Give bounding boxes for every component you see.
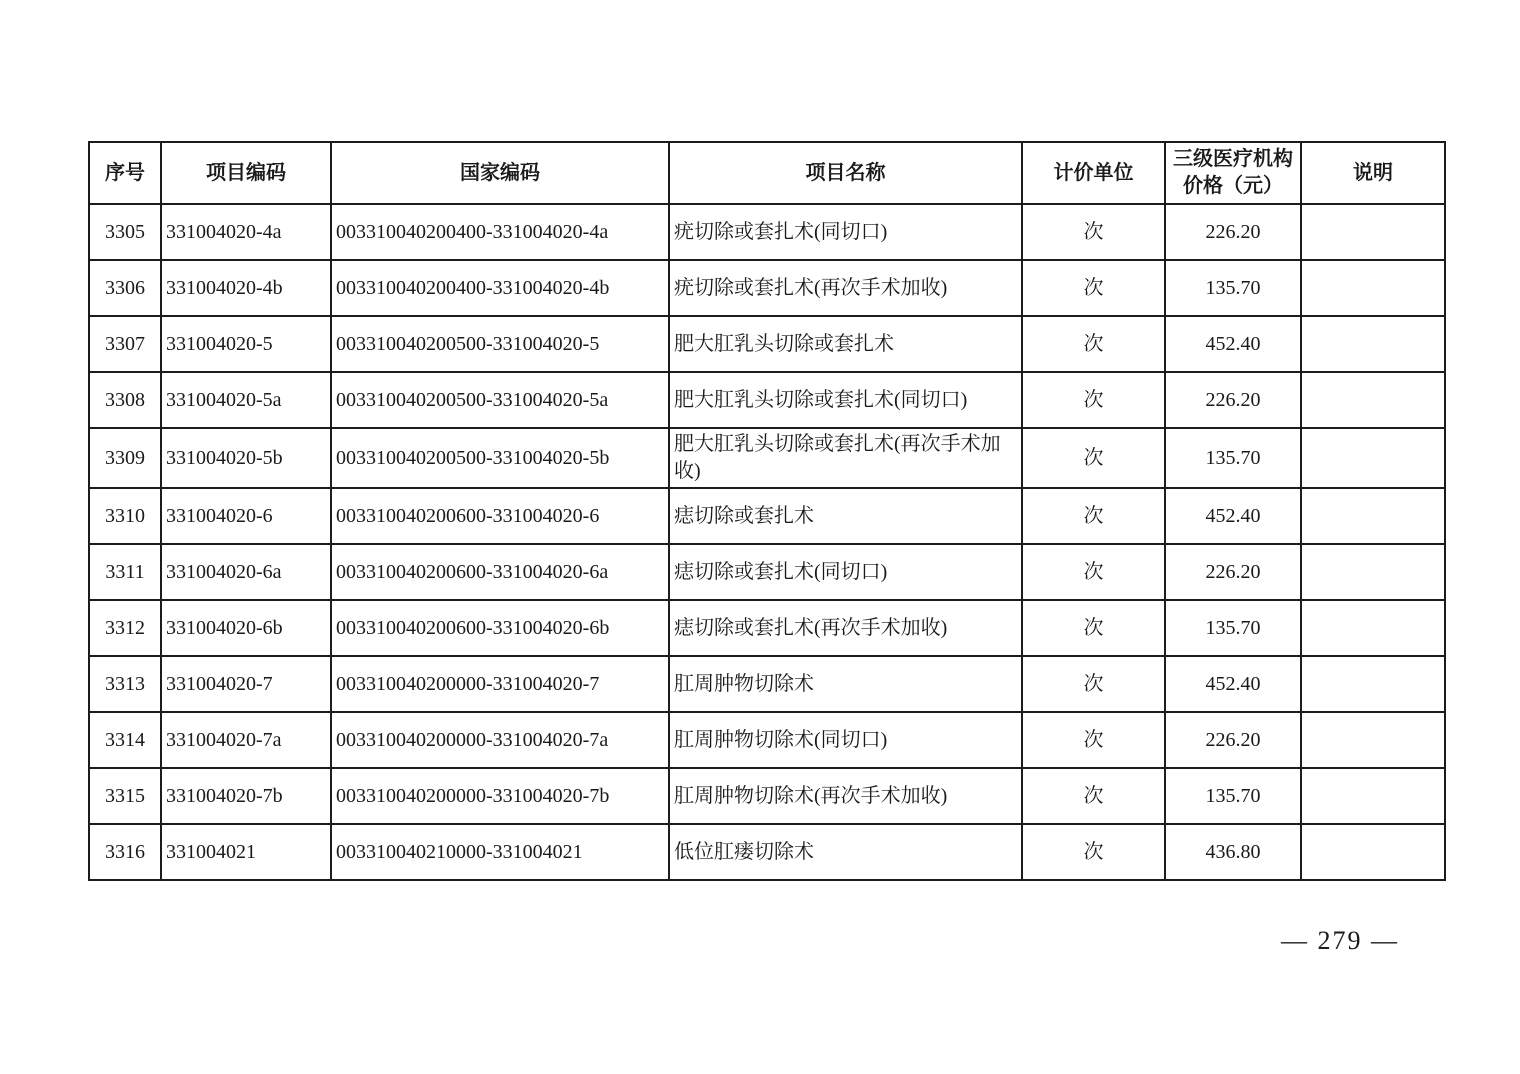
cell-note (1301, 768, 1445, 824)
cell-code: 331004021 (161, 824, 331, 880)
cell-seq: 3314 (89, 712, 161, 768)
cell-national: 003310040200000-331004020-7a (331, 712, 669, 768)
cell-note (1301, 656, 1445, 712)
cell-unit: 次 (1022, 656, 1165, 712)
cell-note (1301, 316, 1445, 372)
cell-national: 003310040200400-331004020-4b (331, 260, 669, 316)
cell-seq: 3305 (89, 204, 161, 260)
header-tier3-price: 三级医疗机构价格（元） (1165, 142, 1301, 204)
cell-price: 452.40 (1165, 656, 1301, 712)
cell-unit: 次 (1022, 488, 1165, 544)
table-row (89, 544, 1445, 600)
cell-note (1301, 260, 1445, 316)
cell-price: 452.40 (1165, 316, 1301, 372)
table-row (89, 372, 1445, 428)
cell-price: 226.20 (1165, 204, 1301, 260)
cell-national: 003310040200500-331004020-5b (331, 428, 669, 488)
cell-price: 226.20 (1165, 712, 1301, 768)
cell-code: 331004020-5b (161, 428, 331, 488)
table-row (89, 600, 1445, 656)
cell-seq: 3313 (89, 656, 161, 712)
cell-unit: 次 (1022, 316, 1165, 372)
cell-national: 003310040200600-331004020-6 (331, 488, 669, 544)
table-header-row (89, 142, 1445, 204)
cell-national: 003310040200400-331004020-4a (331, 204, 669, 260)
cell-price: 226.20 (1165, 372, 1301, 428)
table-row (89, 712, 1445, 768)
cell-seq: 3316 (89, 824, 161, 880)
table-row (89, 260, 1445, 316)
cell-seq: 3312 (89, 600, 161, 656)
cell-seq: 3310 (89, 488, 161, 544)
cell-name: 痣切除或套扎术(同切口) (669, 544, 1022, 600)
cell-unit: 次 (1022, 712, 1165, 768)
cell-national: 003310040200500-331004020-5 (331, 316, 669, 372)
cell-note (1301, 600, 1445, 656)
cell-national: 003310040200600-331004020-6a (331, 544, 669, 600)
cell-national: 003310040200600-331004020-6b (331, 600, 669, 656)
header-project-code: 项目编码 (161, 142, 331, 204)
cell-code: 331004020-5a (161, 372, 331, 428)
price-table-container (88, 141, 1444, 881)
table-row (89, 316, 1445, 372)
cell-note (1301, 204, 1445, 260)
table-row (89, 428, 1445, 488)
cell-name: 肛周肿物切除术(同切口) (669, 712, 1022, 768)
cell-name: 痣切除或套扎术 (669, 488, 1022, 544)
cell-name: 低位肛瘘切除术 (669, 824, 1022, 880)
cell-note (1301, 428, 1445, 488)
cell-seq: 3309 (89, 428, 161, 488)
cell-unit: 次 (1022, 600, 1165, 656)
header-project-name: 项目名称 (669, 142, 1022, 204)
cell-note (1301, 824, 1445, 880)
table-row (89, 768, 1445, 824)
cell-unit: 次 (1022, 428, 1165, 488)
cell-note (1301, 488, 1445, 544)
cell-code: 331004020-6b (161, 600, 331, 656)
cell-name: 肛周肿物切除术(再次手术加收) (669, 768, 1022, 824)
table-row (89, 824, 1445, 880)
cell-unit: 次 (1022, 768, 1165, 824)
cell-national: 003310040200500-331004020-5a (331, 372, 669, 428)
table-row (89, 656, 1445, 712)
cell-unit: 次 (1022, 544, 1165, 600)
page-number: — 279 — (1281, 926, 1399, 955)
cell-code: 331004020-4a (161, 204, 331, 260)
cell-note (1301, 372, 1445, 428)
cell-seq: 3315 (89, 768, 161, 824)
cell-unit: 次 (1022, 260, 1165, 316)
cell-national: 003310040200000-331004020-7b (331, 768, 669, 824)
cell-price: 135.70 (1165, 428, 1301, 488)
cell-name: 痣切除或套扎术(再次手术加收) (669, 600, 1022, 656)
cell-note (1301, 712, 1445, 768)
medical-price-table (88, 141, 1446, 881)
cell-code: 331004020-7b (161, 768, 331, 824)
cell-seq: 3306 (89, 260, 161, 316)
cell-code: 331004020-7 (161, 656, 331, 712)
cell-price: 436.80 (1165, 824, 1301, 880)
header-pricing-unit: 计价单位 (1022, 142, 1165, 204)
cell-code: 331004020-6a (161, 544, 331, 600)
cell-price: 135.70 (1165, 768, 1301, 824)
table-body (89, 204, 1445, 880)
cell-price: 226.20 (1165, 544, 1301, 600)
cell-code: 331004020-5 (161, 316, 331, 372)
cell-code: 331004020-6 (161, 488, 331, 544)
cell-national: 003310040200000-331004020-7 (331, 656, 669, 712)
cell-name: 疣切除或套扎术(同切口) (669, 204, 1022, 260)
cell-name: 肥大肛乳头切除或套扎术 (669, 316, 1022, 372)
cell-price: 135.70 (1165, 600, 1301, 656)
header-seq: 序号 (89, 142, 161, 204)
cell-seq: 3307 (89, 316, 161, 372)
cell-price: 135.70 (1165, 260, 1301, 316)
cell-national: 003310040210000-331004021 (331, 824, 669, 880)
cell-unit: 次 (1022, 372, 1165, 428)
table-row (89, 488, 1445, 544)
cell-code: 331004020-4b (161, 260, 331, 316)
cell-code: 331004020-7a (161, 712, 331, 768)
cell-note (1301, 544, 1445, 600)
cell-name: 肥大肛乳头切除或套扎术(同切口) (669, 372, 1022, 428)
cell-price: 452.40 (1165, 488, 1301, 544)
cell-name: 肛周肿物切除术 (669, 656, 1022, 712)
cell-unit: 次 (1022, 204, 1165, 260)
cell-name: 肥大肛乳头切除或套扎术(再次手术加收) (669, 428, 1022, 488)
header-note: 说明 (1301, 142, 1445, 204)
cell-seq: 3308 (89, 372, 161, 428)
table-row (89, 204, 1445, 260)
cell-seq: 3311 (89, 544, 161, 600)
cell-unit: 次 (1022, 824, 1165, 880)
header-national-code: 国家编码 (331, 142, 669, 204)
cell-name: 疣切除或套扎术(再次手术加收) (669, 260, 1022, 316)
